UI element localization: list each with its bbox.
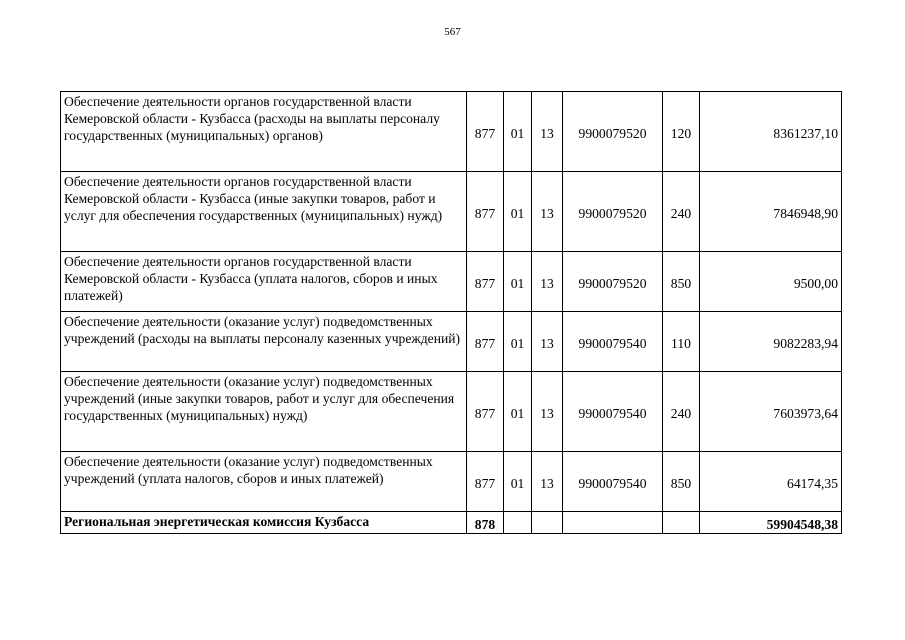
row-description: Обеспечение деятельности (оказание услуг) подведомственных учреждений (иные закупки товаров, работ и услуг для обеспечения государственных (муниципальных) нужд)	[61, 372, 467, 452]
subsection-code: 13	[532, 92, 563, 172]
page-number: 567	[444, 26, 461, 38]
total-row	[61, 512, 842, 534]
table-row	[61, 452, 842, 512]
table-row	[61, 312, 842, 372]
target-article-code: 9900079520	[563, 92, 663, 172]
amount: 9500,00	[700, 252, 842, 312]
section-code: 01	[504, 452, 532, 512]
expense-type-code: 240	[663, 172, 700, 252]
target-article-code: 9900079540	[563, 452, 663, 512]
row-description: Обеспечение деятельности (оказание услуг) подведомственных учреждений (уплата налогов, сборов и иных платежей)	[61, 452, 467, 512]
section-code: 01	[504, 172, 532, 252]
total-ministry-code: 878	[467, 512, 504, 534]
expense-type-code: 240	[663, 372, 700, 452]
table-row	[61, 252, 842, 312]
subsection-code: 13	[532, 312, 563, 372]
expense-type-code: 850	[663, 452, 700, 512]
amount: 7846948,90	[700, 172, 842, 252]
amount: 8361237,10	[700, 92, 842, 172]
section-code: 01	[504, 92, 532, 172]
target-article-code: 9900079540	[563, 312, 663, 372]
section-code: 01	[504, 372, 532, 452]
target-article-code: 9900079520	[563, 252, 663, 312]
empty-cell	[563, 512, 663, 534]
ministry-code: 877	[467, 252, 504, 312]
row-description: Обеспечение деятельности (оказание услуг) подведомственных учреждений (расходы на выплаты персоналу казенных учреждений)	[61, 312, 467, 372]
empty-cell	[504, 512, 532, 534]
row-description: Обеспечение деятельности органов государственной власти Кемеровской области - Кузбасса (расходы на выплаты персоналу государственных (муниципальных) органов)	[61, 92, 467, 172]
row-description: Обеспечение деятельности органов государственной власти Кемеровской области - Кузбасса (иные закупки товаров, работ и услуг для обеспечения государственных (муниципальных) нужд)	[61, 172, 467, 252]
empty-cell	[663, 512, 700, 534]
table-row	[61, 372, 842, 452]
table-row	[61, 172, 842, 252]
total-amount: 59904548,38	[700, 512, 842, 534]
ministry-code: 877	[467, 172, 504, 252]
expense-type-code: 110	[663, 312, 700, 372]
ministry-code: 877	[467, 452, 504, 512]
subsection-code: 13	[532, 372, 563, 452]
target-article-code: 9900079520	[563, 172, 663, 252]
section-code: 01	[504, 312, 532, 372]
ministry-code: 877	[467, 372, 504, 452]
ministry-code: 877	[467, 312, 504, 372]
subsection-code: 13	[532, 172, 563, 252]
total-description: Региональная энергетическая комиссия Кузбасса	[61, 512, 467, 534]
budget-table	[60, 91, 842, 534]
subsection-code: 13	[532, 252, 563, 312]
amount: 9082283,94	[700, 312, 842, 372]
amount: 7603973,64	[700, 372, 842, 452]
row-description: Обеспечение деятельности органов государственной власти Кемеровской области - Кузбасса (уплата налогов, сборов и иных платежей)	[61, 252, 467, 312]
section-code: 01	[504, 252, 532, 312]
ministry-code: 877	[467, 92, 504, 172]
table-row	[61, 92, 842, 172]
expense-type-code: 850	[663, 252, 700, 312]
amount: 64174,35	[700, 452, 842, 512]
empty-cell	[532, 512, 563, 534]
subsection-code: 13	[532, 452, 563, 512]
expense-type-code: 120	[663, 92, 700, 172]
target-article-code: 9900079540	[563, 372, 663, 452]
